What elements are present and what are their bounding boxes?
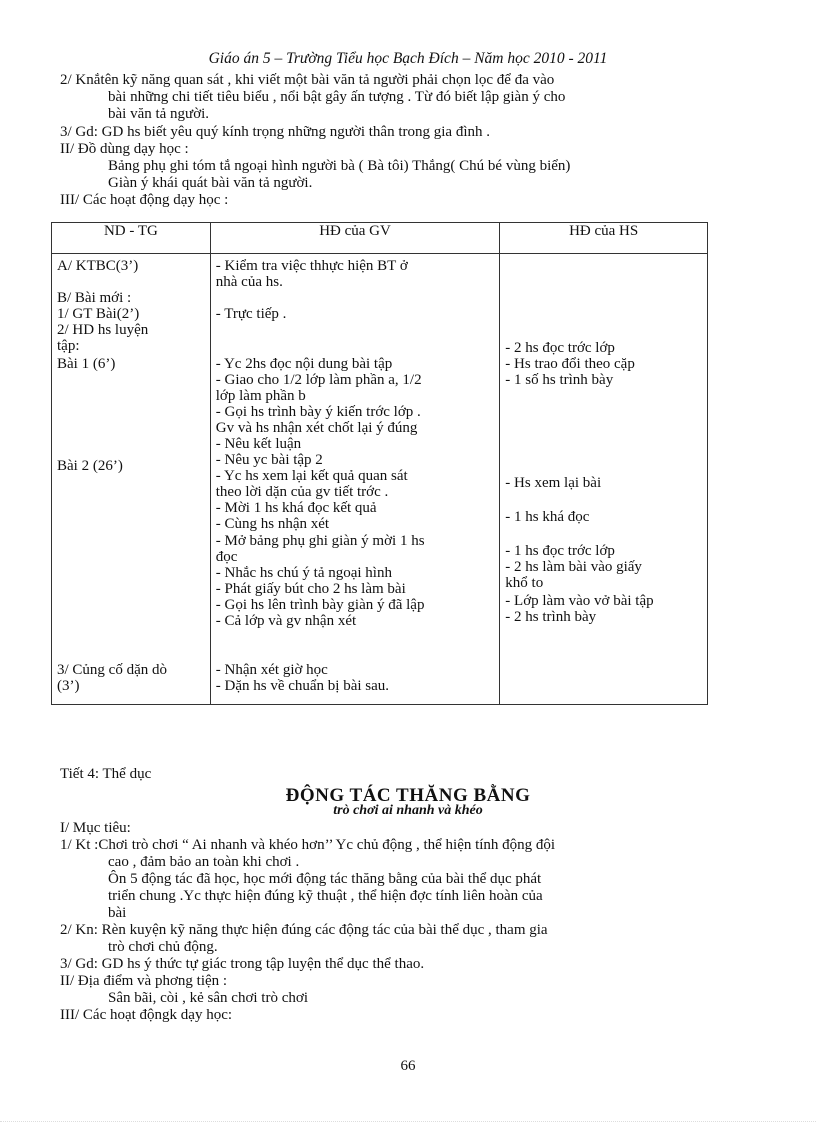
intro-line: bài những chi tiết tiêu biểu , nổi bật gây ấn tượng . Từ đó biết lập giàn ý cho (108, 89, 566, 105)
cell-text: A/ KTBC(3’) (57, 258, 139, 274)
cell-text: - 1 số hs trình bày (505, 372, 614, 388)
cell-text: - Nhận xét giờ học (215, 662, 328, 678)
cell-text: - 2 hs đọc trớc lớp (505, 340, 615, 356)
cell-text: - Gọi hs lên trình bày giàn ý đã lập (215, 597, 425, 613)
intro-line: 2/ Knắtên kỹ năng quan sát , khi viết một bài văn tả người phải chọn lọc để đa vào (60, 72, 555, 88)
lesson4-line: trò chơi chủ động. (108, 939, 218, 955)
lesson4-line: 2/ Kn: Rèn kuyện kỹ năng thực hiện đúng các động tác của bài thể dục , tham gia (60, 922, 548, 938)
cell-text: - Nêu kết luận (215, 436, 302, 452)
cell-text: tập: (57, 338, 80, 354)
cell-text: nhà của hs. (215, 274, 283, 290)
cell-text: đọc (215, 549, 238, 565)
lesson4-line: Sân bãi, còi , kẻ sân chơi trò chơi (108, 990, 308, 1006)
cell-text: - Phát giấy bút cho 2 hs làm bài (215, 581, 406, 597)
intro-line: 3/ Gd: GD hs biết yêu quý kính trọng những người thân trong gia đình . (60, 124, 490, 140)
content-time-cell (52, 254, 211, 705)
cell-text: - 2 hs trình bày (505, 609, 597, 625)
cell-text: - Yc hs xem lại kết quả quan sát (215, 468, 408, 484)
cell-text: - Lớp làm vào vở bài tập (505, 593, 654, 609)
cell-text: - Gọi hs trình bày ý kiến trớc lớp . (215, 404, 421, 420)
cell-text: - Dặn hs về chuẩn bị bài sau. (215, 678, 390, 694)
lesson4-label: Tiết 4: Thể dục (60, 766, 152, 782)
lesson4-line: cao , đảm bảo an toàn khi chơi . (108, 854, 300, 870)
cell-text: Bài 1 (6’) (57, 356, 116, 372)
cell-text: Bài 2 (26’) (57, 458, 123, 474)
cell-text: - Cả lớp và gv nhận xét (215, 613, 357, 629)
student-activity-cell (500, 254, 708, 705)
cell-text: 3/ Củng cố dặn dò (57, 662, 167, 678)
intro-line: Bảng phụ ghi tóm tắ ngoại hình người bà ( Bà tôi) Thắng( Chú bé vùng biển) (108, 158, 571, 174)
cell-text: - 1 hs đọc trớc lớp (505, 543, 615, 559)
cell-text: - Mời 1 hs khá đọc kết quả (215, 500, 377, 516)
table-header: HĐ của HS (500, 223, 708, 254)
cell-text: - Nêu yc bài tập 2 (215, 452, 323, 468)
lesson4-line: bài (108, 905, 127, 921)
lesson4-line: 1/ Kt :Chơi trò chơi “ Ai nhanh và khéo hơn’’ Yc chủ động , thể hiện tính động đội (60, 837, 556, 853)
cell-text: B/ Bài mới : (57, 290, 132, 306)
cell-text: - Yc 2hs đọc nội dung bài tập (215, 356, 393, 372)
teacher-activity-cell (210, 254, 500, 705)
lesson-activity-table (51, 222, 708, 705)
intro-line: III/ Các hoạt động dạy học : (60, 192, 229, 208)
cell-text: lớp làm phần b (215, 388, 306, 404)
lesson4-line: Ôn 5 động tác đã học, học mới động tác thăng bằng của bài thể dục phát (108, 871, 542, 887)
intro-line: II/ Đồ dùng dạy học : (60, 141, 189, 157)
cell-text: theo lời dặn của gv tiết trớc . (215, 484, 389, 500)
lesson4-line: triển chung .Yc thực hiện đúng kỹ thuật , thể hiện đợc tính liên hoàn của (108, 888, 543, 904)
cell-text: - 2 hs làm bài vào giấy (505, 559, 642, 575)
intro-line: bài văn tả người. (108, 106, 210, 122)
lesson4-line: I/ Mục tiêu: (60, 820, 131, 836)
lesson4-title: ĐỘNG TÁC THĂNG BẰNG (285, 785, 531, 806)
cell-text: - Giao cho 1/2 lớp làm phần a, 1/2 (215, 372, 422, 388)
lesson4-line: III/ Các hoạt độngk dạy học: (60, 1007, 233, 1023)
lesson4-line: II/ Địa điểm và phơng tiện : (60, 973, 228, 989)
cell-text: - Mở bảng phụ ghi giàn ý mời 1 hs (215, 533, 425, 549)
cell-text: (3’) (57, 678, 80, 694)
page-number: 66 (400, 1058, 416, 1074)
cell-text: - Hs trao đổi theo cặp (505, 356, 635, 372)
table-header: ND - TG (52, 223, 211, 254)
lesson4-line: 3/ Gd: GD hs ý thức tự giác trong tập luyện thể dục thể thao. (60, 956, 425, 972)
table-header: HĐ của GV (210, 223, 500, 254)
cell-text: Gv và hs nhận xét chốt lại ý đúng (215, 420, 418, 436)
cell-text: - Hs xem lại bài (505, 475, 602, 491)
cell-text: - Kiểm tra việc thhực hiện BT ở (215, 258, 408, 274)
lesson4-subtitle: trò chơi ai nhanh và khéo (333, 803, 483, 818)
page-bottom-divider (0, 1121, 816, 1122)
cell-text: 1/ GT Bài(2’) (57, 306, 140, 322)
page-header: Giáo án 5 – Trường Tiểu học Bạch Đích – Năm học 2010 - 2011 (208, 50, 608, 67)
cell-text: khổ to (505, 575, 544, 591)
cell-text: - Nhắc hs chú ý tả ngoại hình (215, 565, 392, 581)
cell-text: 2/ HD hs luyện (57, 322, 149, 338)
cell-text: - 1 hs khá đọc (505, 509, 590, 525)
intro-line: Giàn ý khái quát bài văn tả người. (108, 175, 313, 191)
cell-text: - Cùng hs nhận xét (215, 516, 330, 532)
cell-text: - Trực tiếp . (215, 306, 287, 322)
